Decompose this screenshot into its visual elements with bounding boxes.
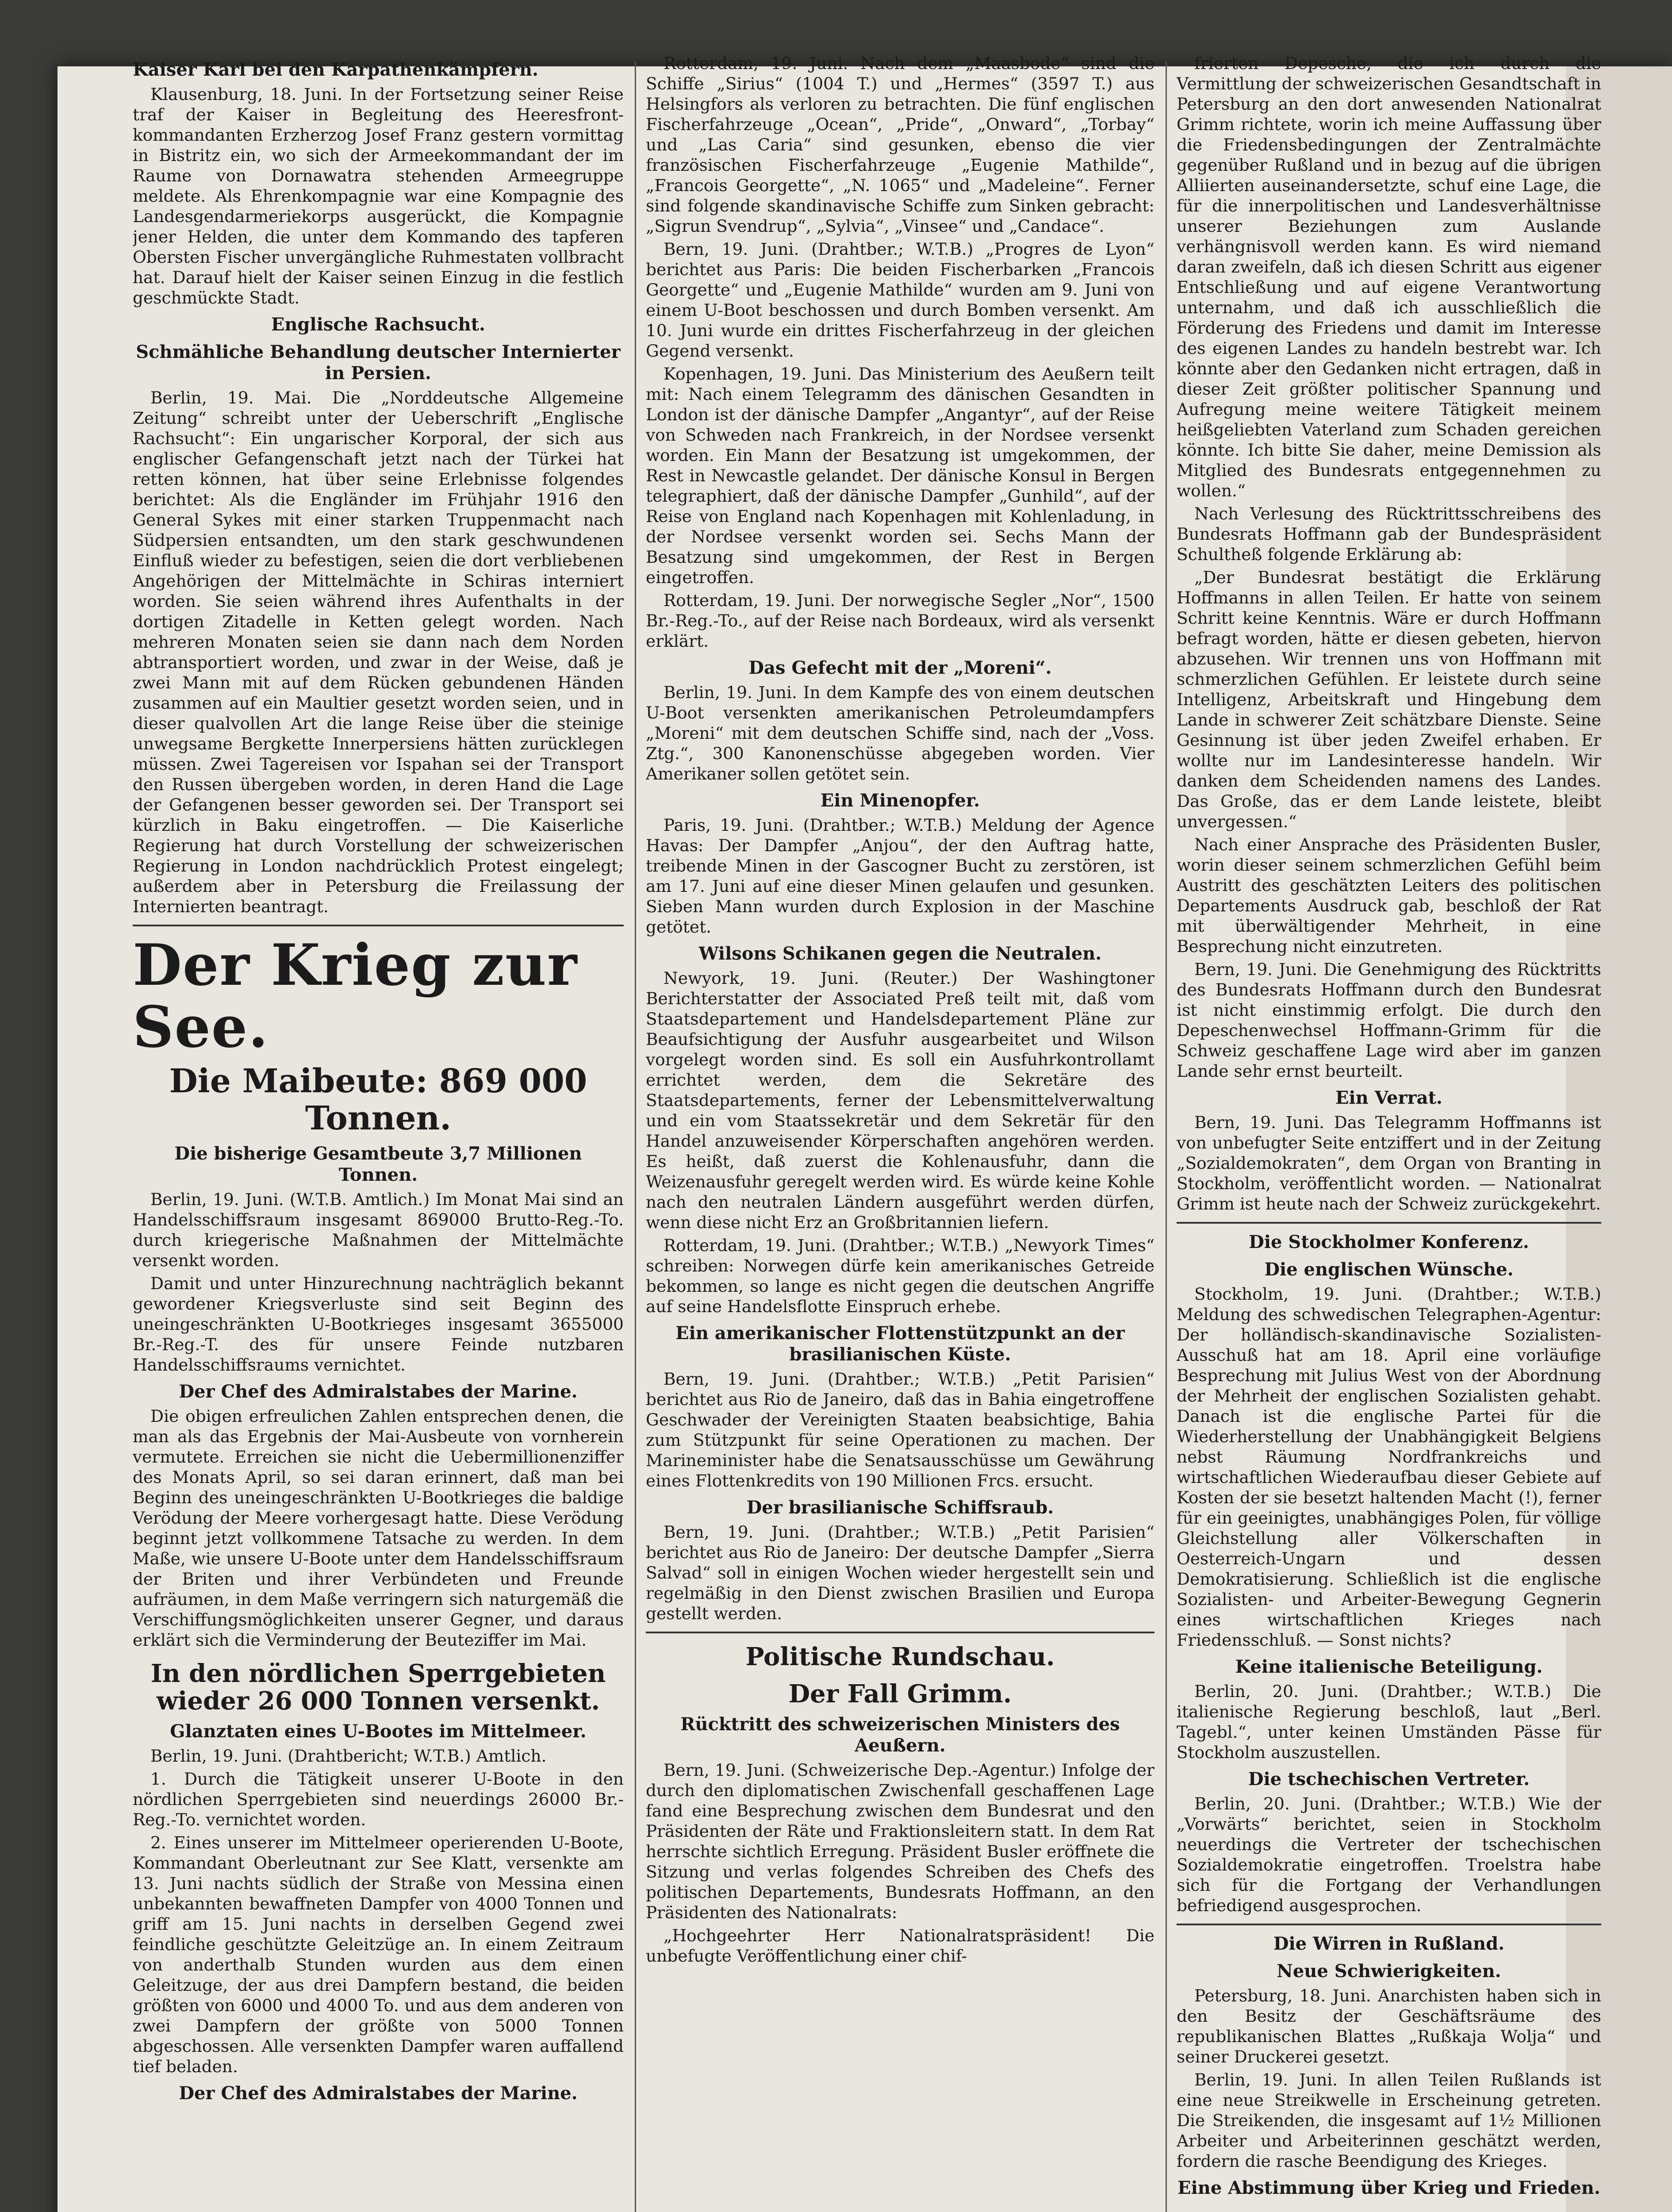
column-rule	[635, 62, 636, 2212]
subheadline-rachsucht: Schmähliche Behandlung deutscher Internierter in Persien.	[136, 342, 621, 384]
headline-italienische: Keine italienische Beteiligung.	[1235, 1656, 1543, 1677]
headline-wirren-russland: Die Wirren in Rußland.	[1273, 1933, 1505, 1954]
column-middle	[646, 53, 1154, 2203]
section-divider	[1177, 1222, 1601, 1224]
article-abstimmung	[1177, 2202, 1601, 2203]
headline-kaiser-karl: Kaiser Karl bei den Karpathenkämpfern.	[133, 59, 539, 80]
article-bern-fischer: Bern, 19. Juni. (Drahtber.; W.T.B.) „Progres de Lyon“ berichtet aus Paris: Die beiden Fischerbarken „Francois Georgette“ und „Eugenie Mathilde“ wurden am 9. Juni von einem U-Boot beschossen und durch Bomben versenkt. Am 10. Juni wurde ein drittes Fischerfahrzeug in der gleichen Gegend versenkt.	[646, 239, 1154, 361]
headline-verrat: Ein Verrat.	[1335, 1087, 1442, 1108]
headline-englische-rachsucht: Englische Rachsucht.	[271, 314, 486, 335]
article-stockholm: Stockholm, 19. Juni. (Drahtber.; W.T.B.) Meldung des schwedischen Telegraphen-Agentur: Der holländisch-skandinavische Sozialisten-Ausschuß hat am 18. April eine vorläufige Besprechung mit Julius West von der Abordnung der Mehrheit der englischen Sozialisten gehabt. Danach ist die englische Partei für die Wiederherstellung der Unabhängigkeit Belgiens nebst Räumung Nordfrankreichs und wirtschaftlichen Wiederaufbau dieser Gebiete auf Kosten der sie besetzt haltenden Macht (!), ferner für ein geeinigtes, unabhängiges Polen, für völlige Gleichstellung aller Völkerschaften in Oesterreich-Ungarn und dessen Demokratisierung. Schließlich ist die englische Sozialisten- und Arbeiter-Bewegung Gegnerin eines wirtschaftlichen Krieges nach Friedensschluß. — Sonst nichts?	[1177, 1284, 1601, 1650]
article-wilson: Newyork, 19. Juni. (Reuter.) Der Washingtoner Berichterstatter der Associated Preß teilt mit, daß vom Staatsdepartement und Handelsdepartement Pläne zur Beaufsichtigung der Ausfuhr ausgearbeitet und Wilson vorgelegt worden sind. Es soll ein Ausfuhrkontrollamt errichtet werden, dem die Sekretäre des Staatsdepartements, ferner der Lebensmittelverwaltung und ein vom Staatssekretär und dem Sekretär für den Handel anzuweisender Körperschaften angehören werden. Es heißt, daß zuerst die Kohlenausfuhr, dann die Weizenausfuhr geregelt werden wird. Es würde keine Kohle nach den neutralen Ländern ausgeführt werden dürfen, wenn diese nicht Erz an Großbritannien liefern.	[646, 968, 1154, 1232]
article-glanztaten-1: 1. Durch die Tätigkeit unserer U-Boote in den nördlichen Sperrgebieten sind neuerdings 26000 Br.-Reg.-To. vernichtet worden.	[133, 1769, 624, 1829]
article-italienische: Berlin, 20. Juni. (Drahtber.; W.T.B.) Die italienische Regierung beschloß, laut „Berl. Tagebl.“, unter keinen Umständen Pässe für Stockholm auszustellen.	[1177, 1682, 1601, 1762]
section-title-krieg-zur-see: Der Krieg zur See.	[133, 932, 578, 1060]
article-minenopfer: Paris, 19. Juni. (Drahtber.; W.T.B.) Meldung der Agence Havas: Der Dampfer „Anjou“, der den Auftrag hatte, treibende Minen in der Gascogner Bucht zu zerstören, ist am 17. Juni auf eine dieser Minen gelaufen und gesunken. Sieben Mann wurden durch Explosion in der Maschine getötet.	[646, 815, 1154, 937]
article-rotterdam: Rotterdam, 19. Juni. Nach dem „Maasbode“ sind die Schiffe „Sirius“ (1004 T.) und „Hermes“ (3597 T.) aus Helsingfors als verloren zu betrachten. Die fünf englischen Fischerfahrzeuge „Ocean“, „Pride“, „Onward“, „Torbay“ und „Las Caria“ sind gesunken, ebenso die vier französischen Fischerfahrzeuge „Eugenie Mathilde“, „Francois Georgette“, „N. 1065“ und „Madeleine“. Ferner sind folgende skandinavische Schiffe zum Sinken gebracht: „Sigrun Svendrup“, „Sylvia“, „Vinsee“ und „Candace“.	[646, 54, 1154, 236]
article-streikwelle: Berlin, 19. Juni. In allen Teilen Rußlands ist eine neue Streikwelle in Erscheinung getreten. Die Streikenden, die insgesamt auf 1½ Millionen Arbeiter und Arbeiterinnen geschätzt werden, fordern die rasche Beendigung des Krieges.	[1177, 2070, 1601, 2171]
article-kopenhagen: Kopenhagen, 19. Juni. Das Ministerium des Aeußern teilt mit: Nach einem Telegramm des dänischen Gesandten in London ist der dänische Dampfer „Angantyr“, auf der Reise von Schweden nach Frankreich, in der Nordsee versenkt worden. Ein Mann der Besatzung ist umgekommen, der Rest in Newcastle gelandet. Der dänische Konsul in Bergen telegraphiert, daß der dänische Dampfer „Gunhild“, auf der Reise von England nach Kopenhagen mit Kohlenladung, in der Nordsee versenkt worden sei. Sechs Mann der Besatzung sind umgekommen, der Rest in Bergen eingetroffen.	[646, 364, 1154, 587]
article-flottenstuetzpunkt: Bern, 19. Juni. (Drahtber.; W.T.B.) „Petit Parisien“ berichtet aus Rio de Janeiro, daß das in Bahia eingetroffene Geschwader der Vereinigten Staaten beabsichtige, Bahia zum Stützpunkt für seine Operationen zu machen. Der Marineminister habe die Senatsausschüsse um Gewährung eines Flottenkredits von 190 Millionen Frcs. ersucht.	[646, 1369, 1154, 1490]
signature-admiralstab-2: Der Chef des Admiralstabes der Marine.	[179, 2083, 578, 2104]
article-maibeute-2: Damit und unter Hinzurechnung nachträglich bekannt gewordener Kriegsverluste sind seit Beginn des uneingeschränkten U-Bootkrieges insgesamt 3655000 Br.-Reg.-T. des für unsere Feinde nutzbaren Handelsschiffsraums vernichtet.	[133, 1274, 624, 1375]
article-petersburg: Petersburg, 18. Juni. Anarchisten haben sich in den Besitz der Geschäftsräume des republikanischen Blattes „Rußkaja Wolja“ und seiner Druckerei gesetzt.	[1177, 1986, 1601, 2066]
article-verrat: Bern, 19. Juni. Das Telegramm Hoffmanns ist von unbefugter Seite entziffert und in der Zeitung „Sozialdemokraten“, dem Organ von Branting in Stockholm, veröffentlicht worden. — Nationalrat Grimm ist heute nach der Schweiz zurückgekehrt.	[1177, 1113, 1601, 1214]
subheadline-ruecktritt: Rücktritt des schweizerischen Ministers des Aeußern.	[680, 1714, 1120, 1756]
article-depesche: frierten Depesche, die ich durch die Vermittlung der schweizerischen Gesandtschaft in Petersburg an den dort anwesenden Nationalrat Grimm richtete, worin ich meine Auffassung über die Friedensbedingungen der Zentralmächte gegenüber Rußland und in bezug auf die übrigen Alliierten auseinandersetzte, schuf eine Lage, die für die innerpolitischen und Landesverhältnisse unserer Beziehungen zum Auslande verhängnisvoll werden kann. Es wird niemand daran zweifeln, daß ich diesen Schritt aus eigener Entschließung und auf eigene Verantwortung unternahm, und daß ich ausschließlich die Förderung des Friedens und damit im Interesse des eigenen Landes zu handeln bestrebt war. Ich könnte aber den Gedanken nicht ertragen, daß in dieser Zeit größter politischer Spannung und Aufregung meine weitere Tätigkeit meinem heißgeliebten Vaterland zum Schaden gereichen könnte. Ich bitte Sie daher, meine Demission als Mitglied des Bundesrats entgegennehmen zu wollen.“	[1177, 54, 1601, 500]
section-divider	[133, 925, 624, 926]
headline-fall-grimm: Der Fall Grimm.	[788, 1679, 1012, 1709]
article-tschechische: Berlin, 20. Juni. (Drahtber.; W.T.B.) Wie der „Vorwärts“ berichtet, seien in Stockholm neuerdings die Vertreter der tschechischen Sozialdemokratie eingetroffen. Troelstra habe sich für die Fortgang der Verhandlungen befriedigend ausgesprochen.	[1177, 1794, 1601, 1915]
headline-stockholmer-konferenz: Die Stockholmer Konferenz.	[1249, 1232, 1529, 1252]
subheadline-glanztaten: Glanztaten eines U-Bootes im Mittelmeer.	[170, 1721, 587, 1742]
section-divider	[646, 1632, 1154, 1633]
subheadline-englische-wuensche: Die englischen Wünsche.	[1264, 1259, 1514, 1280]
article-ansprache: Nach einer Ansprache des Präsidenten Busler, worin dieser seinem schmerzlichen Gefühl beim Austritt des geschätzten Leiters des politischen Departements Ausdruck gab, beschloß der Rat mit überwältigender Mehrheit, in eine Besprechung nicht einzutreten.	[1177, 835, 1601, 956]
article-ruecktritt-2: „Hochgeehrter Herr Nationalratspräsident! Die unbefugte Veröffentlichung einer chif-	[646, 1926, 1154, 1966]
article-verlesung: Nach Verlesung des Rücktrittsschreibens des Bundesrats Hoffmann gab der Bundespräsident Schultheß folgende Erklärung ab:	[1177, 504, 1601, 564]
subheadline-gesamtbeute: Die bisherige Gesamtbeute 3,7 Millionen Tonnen.	[174, 1143, 582, 1185]
article-genehmigung: Bern, 19. Juni. Die Genehmigung des Rücktritts des Bundesrats Hoffmann durch den Bundesrat ist nicht einstimmig erfolgt. Die durch den Depeschenwechsel Hoffmann-Grimm für die Schweiz geschaffene Lage wird aber im ganzen Lande sehr ernst beurteilt.	[1177, 960, 1601, 1081]
article-glanztaten-2: 2. Eines unserer im Mittelmeer operierenden U-Boote, Kommandant Oberleutnant zur See Klatt, versenkte am 13. Juni nachts südlich der Straße von Messina einen unbekannten bewaffneten Dampfer von 4000 Tonnen und griff am 15. Juni nachts in derselben Gegend zwei feindliche geschützte Geleitzüge an. In einem Zeitraum von anderthalb Stunden wurden aus dem einen Geleitzuge, der aus drei Dampfern bestand, die beiden größten von 6000 und 4000 To. und aus dem anderen von zwei Dampfern der größte von 5000 Tonnen abgeschossen. Alle versenkten Dampfer waren auffallend tief beladen.	[133, 1833, 624, 2076]
section-divider	[1177, 1924, 1601, 1925]
article-maibeute: Berlin, 19. Juni. (W.T.B. Amtlich.) Im Monat Mai sind an Handelsschiffsraum insgesamt 869000 Brutto-Reg.-To. durch kriegerische Maßnahmen der Mittelmächte versenkt worden.	[133, 1190, 624, 1270]
article-kaiser-karl: Klausenburg, 18. Juni. In der Fortsetzung seiner Reise traf der Kaiser in Begleitung des Heeresfront-kommandanten Erzherzog Josef Franz gestern vormittag in Bistritz ein, wo sich der Armeekommandant der im Raume von Dornawatra stehenden Armeegruppe meldete. Als Ehrenkompagnie war eine Kompagnie des Landesgendarmeriekorps ausgerückt, die Kompagnie jener Helden, die unter dem Kommando des tapferen Obersten Fischer unvergängliche Ruhmestaten vollbracht hat. Darauf hielt der Kaiser seinen Einzug in die festlich geschmückte Stadt.	[133, 84, 624, 307]
headline-moreni: Das Gefecht mit der „Moreni“.	[748, 657, 1052, 678]
headline-flottenstuetzpunkt: Ein amerikanischer Flottenstützpunkt an der brasilianischen Küste.	[675, 1323, 1125, 1365]
article-rotterdam-times: Rotterdam, 19. Juni. (Drahtber.; W.T.B.) „Newyork Times“ schreiben: Norwegen dürfe kein amerikanisches Getreide bekommen, so lange es nicht gegen die deutschen Angriffe auf seine Handelsflotte Einspruch erhebe.	[646, 1236, 1154, 1316]
headline-sperrgebiete: In den nördlichen Sperrgebieten wieder 26 000 Tonnen versenkt.	[150, 1659, 606, 1716]
subheadline-neue-schwierigkeiten: Neue Schwierigkeiten.	[1277, 1961, 1501, 1982]
headline-tschechische: Die tschechischen Vertreter.	[1248, 1769, 1530, 1790]
headline-maibeute: Die Maibeute: 869 000 Tonnen.	[169, 1062, 587, 1137]
article-erklaerung: „Der Bundesrat bestätigt die Erklärung Hoffmanns in allen Teilen. Er hatte von seinem Schritt keine Kenntnis. Wäre er durch Hoffmann befragt worden, hätte er diesen gebeten, hiervon abzusehen. Wir trennen uns von Hoffmann mit schmerzlichen Gefühlen. Er leistete durch seine Intelligenz, Arbeitskraft und Hingebung dem Lande in schwerer Zeit schätzbare Dienste. Seine Gesinnung ist über jeden Zweifel erhaben. Er wollte nur im Landesinteresse handeln. Wir danken dem Scheidenden namens des Landes. Das Große, das er dem Lande leistete, bleibt unvergessen.“	[1177, 568, 1601, 831]
section-title-politische-rundschau: Politische Rundschau.	[745, 1642, 1055, 1671]
article-moreni: Berlin, 19. Juni. In dem Kampfe des von einem deutschen U-Boot versenkten amerikanischen Petroleumdampfers „Moreni“ mit dem deutschen Schiffe sind, nach der „Voss. Ztg.“, 300 Kanonenschüsse abgegeben worden. Vier Amerikaner sollen getötet sein.	[646, 683, 1154, 783]
column-right	[1177, 53, 1601, 2203]
headline-schiffsraub: Der brasilianische Schiffsraub.	[746, 1497, 1054, 1518]
article-ruecktritt: Bern, 19. Juni. (Schweizerische Dep.-Agentur.) Infolge der durch den diplomatischen Zwischenfall geschaffenen Lage fand eine Besprechung zwischen dem Bundesrat und den Präsidenten der Räte und Fraktionsleitern statt. In dem Rat herrschte sichtlich Erregung. Präsident Busler eröffnete die Sitzung und verlas folgendes Schreiben des Chefs des politischen Departements, Bundesrats Hoffmann, an den Präsidenten des Nationalrats:	[646, 1760, 1154, 1922]
article-glanztaten-intro: Berlin, 19. Juni. (Drahtbericht; W.T.B.) Amtlich.	[150, 1746, 547, 1766]
signature-admiralstab: Der Chef des Admiralstabes der Marine.	[179, 1381, 578, 1402]
article-schiffsraub: Bern, 19. Juni. (Drahtber.; W.T.B.) „Petit Parisien“ berichtet aus Rio de Janeiro: Der deutsche Dampfer „Sierra Salvad“ soll in einigen Wochen wieder hergestellt sein und regelmäßig in den Dienst zwischen Brasilien und Europa gestellt werden.	[646, 1522, 1154, 1623]
column-left	[133, 53, 624, 2203]
column-rule	[1166, 62, 1167, 2212]
article-rotterdam-nor: Rotterdam, 19. Juni. Der norwegische Segler „Nor“, 1500 Br.-Reg.-To., auf der Reise nach Bordeaux, wird als versenkt erklärt.	[646, 591, 1154, 651]
headline-wilson: Wilsons Schikanen gegen die Neutralen.	[698, 943, 1102, 964]
article-maibeute-3: Die obigen erfreulichen Zahlen entsprechen denen, die man als das Ergebnis der Mai-Ausbeute von vornherein vermutete. Erreichen sie nicht die Uebermillionenziffer des Monats April, so sei daran erinnert, daß man bei Beginn des uneingeschränkten U-Bootkrieges die baldige Verödung der Meere vorhergesagt hatte. Diese Verödung beginnt jetzt vollkommene Tatsache zu werden. In dem Maße, wie unsere U-Boote unter dem Handelsschiffsraum der Briten und ihrer Verbündeten und Freunde aufräumen, in dem Maße verringern sich naturgemäß die Verschiffungsmöglichkeiten unserer Gegner, und daraus erklärt sich die Verminderung der Beuteziffer im Mai.	[133, 1406, 624, 1650]
headline-minenopfer: Ein Minenopfer.	[820, 790, 980, 811]
headline-abstimmung: Eine Abstimmung über Krieg und Frieden.	[1177, 2177, 1600, 2198]
article-rachsucht: Berlin, 19. Mai. Die „Norddeutsche Allgemeine Zeitung“ schreibt unter der Ueberschrift „Englische Rachsucht“: Ein ungarischer Korporal, der sich aus englischer Gefangenschaft jetzt nach der Türkei hat retten können, hat über seine Erlebnisse folgendes berichtet: Als die Engländer im Frühjahr 1916 den General Sykes mit einer starken Truppenmacht nach Südpersien entsandten, um den stark geschwundenen Einfluß wieder zu befestigen, seien die dort verbliebenen Angehörigen der Mittelmächte in Schiras interniert worden. Sie seien während ihres Aufenthalts in der dortigen Zitadelle in Ketten gelegt worden. Nach mehreren Monaten seien sie dann nach dem Norden abtransportiert worden, und zwar in der Weise, daß je zwei Mann mit auf dem Rücken gebundenen Händen zusammen auf ein Maultier gesetzt worden seien, und in dieser qualvollen Art die lange Reise über die steinige unwegsame Bergkette Innerpersiens hätten zurücklegen müssen. Zwei Tagereisen vor Ispahan sei der Transport den Russen übergeben worden, in deren Hand die Lage der Gefangenen besser geworden sei. Der Transport sei kürzlich in Baku eingetroffen. — Die Kaiserliche Regierung hat durch Vorstellung der schweizerischen Regierung in London nachdrücklich Protest eingelegt; außerdem aber in Petersburg die Freilassung der Internierten beantragt.	[133, 388, 624, 916]
